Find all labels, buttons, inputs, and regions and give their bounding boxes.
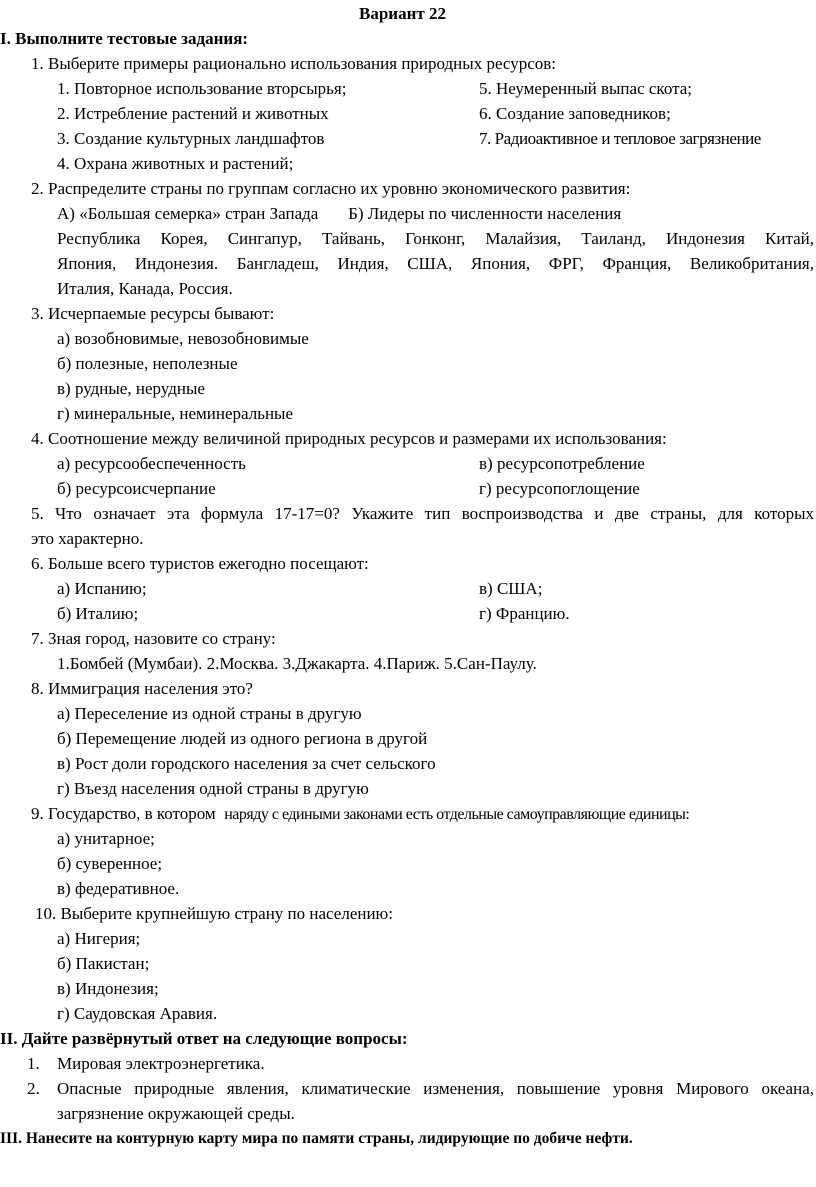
q1-option: 3. Создание культурных ландшафтов: [57, 129, 325, 148]
q10-option: а) Нигерия;: [57, 929, 141, 948]
question-2: 2. Распределите страны по группам согласно их уровню экономического развития:: [31, 179, 631, 198]
q8-option: б) Перемещение людей из одного региона в другой: [57, 729, 428, 748]
q2-groups: А) «Большая семерка» стран Запада Б) Лидеры по численности населения: [57, 204, 622, 223]
q3-option: г) минеральные, неминеральные: [57, 404, 294, 423]
q6-option: г) Францию.: [479, 604, 570, 623]
question-4: 4. Соотношение между величиной природных ресурсов и размерами их использования:: [31, 429, 667, 448]
question-10: 10. Выберите крупнейшую страну по населению:: [35, 904, 393, 923]
q8-option: г) Въезд населения одной страны в другую: [57, 779, 369, 798]
q1-option: 7. Радиоактивное и тепловое загрязнение: [479, 129, 761, 148]
section-2-item-number: 2.: [27, 1079, 40, 1098]
question-5-cont: это характерно.: [31, 529, 144, 548]
q9-option: б) суверенное;: [57, 854, 163, 873]
q4-option: б) ресурсоисчерпание: [57, 479, 216, 498]
q10-option: б) Пакистан;: [57, 954, 150, 973]
q10-option: в) Индонезия;: [57, 979, 159, 998]
section-2-item: Мировая электроэнергетика.: [57, 1054, 265, 1073]
q8-option: в) Рост доли городского населения за счет сельского: [57, 754, 436, 773]
section-2-item-number: 1.: [27, 1054, 40, 1073]
q1-option: 5. Неумеренный выпас скота;: [479, 79, 692, 98]
q3-option: б) полезные, неполезные: [57, 354, 238, 373]
q1-option: 2. Истребление растений и животных: [57, 104, 329, 123]
section-3-heading: III. Нанесите на контурную карту мира по памяти страны, лидирующие по добиче нефти.: [0, 1130, 633, 1147]
q2-countries-line: Республика Корея, Сингапур, Тайвань, Гонконг, Малайзия, Таиланд, Индонезия Китай,: [57, 229, 814, 248]
q2-countries-line: Япония, Индонезия. Бангладеш, Индия, США, Япония, ФРГ, Франция, Великобритания,: [57, 254, 814, 273]
q1-option: 4. Охрана животных и растений;: [57, 154, 294, 173]
q10-option: г) Саудовская Аравия.: [57, 1004, 218, 1023]
q3-option: в) рудные, нерудные: [57, 379, 205, 398]
question-7: 7. Зная город, назовите со страну:: [31, 629, 276, 648]
question-1: 1. Выберите примеры рационально использования природных ресурсов:: [31, 54, 557, 73]
q7-cities: 1.Бомбей (Мумбаи). 2.Москва. 3.Джакарта. 4.Париж. 5.Сан-Паулу.: [57, 654, 537, 673]
q1-option: 6. Создание заповедников;: [479, 104, 671, 123]
section-2-item-cont: загрязнение окружающей среды.: [57, 1104, 295, 1123]
q4-option: а) ресурсообеспеченность: [57, 454, 246, 473]
q9-option: а) унитарное;: [57, 829, 155, 848]
q6-option: в) США;: [479, 579, 543, 598]
question-6: 6. Больше всего туристов ежегодно посещают:: [31, 554, 369, 573]
q6-option: б) Италию;: [57, 604, 139, 623]
question-8: 8. Иммиграция населения это?: [31, 679, 253, 698]
q3-option: а) возобновимые, невозобновимые: [57, 329, 309, 348]
q6-option: а) Испанию;: [57, 579, 147, 598]
question-3: 3. Исчерпаемые ресурсы бывают:: [31, 304, 275, 323]
q1-option: 1. Повторное использование вторсырья;: [57, 79, 347, 98]
section-1-heading: I. Выполните тестовые задания:: [0, 29, 249, 48]
q2-countries-line: Италия, Канада, Россия.: [57, 279, 233, 298]
question-9-text-a: 9. Государство, в котором: [31, 804, 225, 823]
q4-option: в) ресурсопотребление: [479, 454, 645, 473]
section-2-heading: II. Дайте развёрнутый ответ на следующие вопросы:: [0, 1029, 408, 1048]
section-2-item: Опасные природные явления, климатические изменения, повышение уровня Мирового океана,: [57, 1079, 814, 1098]
page-title: Вариант 22: [359, 4, 446, 23]
question-5: 5. Что означает эта формула 17-17=0? Укажите тип воспроизводства и две страны, для которых: [31, 504, 814, 523]
q4-option: г) ресурсопоглощение: [479, 479, 640, 498]
q9-option: в) федеративное.: [57, 879, 180, 898]
question-9-text-b: наряду с едиными законами есть отдельные самоуправляющие единицы:: [224, 806, 690, 823]
q8-option: а) Переселение из одной страны в другую: [57, 704, 362, 723]
question-9: [31, 804, 689, 825]
